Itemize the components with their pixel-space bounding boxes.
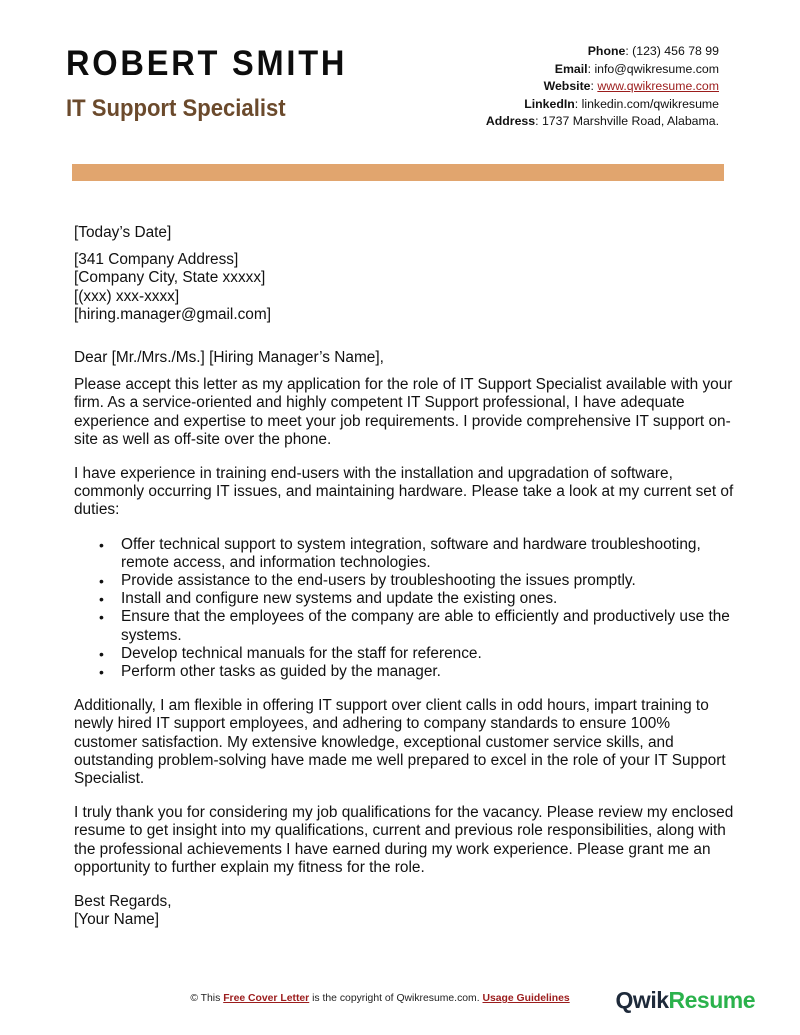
signature: [Your Name] — [74, 911, 159, 929]
contact-address: Address: 1737 Marshville Road, Alabama. — [485, 114, 719, 129]
paragraph-additional: Additionally, I am flexible in offering IT support over client calls in odd hours, impart training to newly hired IT support employees, and adhering to company standards to ensure 100% customer satisfaction. My extensive knowledge, exceptional customer service skills, and outstanding problem-solving have made me well prepared to excel in the role of your IT Support Specialist. — [74, 697, 726, 788]
contact-phone: Phone: (123) 456 78 99 — [587, 44, 719, 58]
list-item: • Offer technical support to system integration, software and hardware troubleshooting, remote access, and information technologies. — [121, 536, 734, 572]
recipient-line: [(xxx) xxx-xxxx] — [74, 287, 180, 305]
contact-linkedin: LinkedIn: linkedin.com/qwikresume — [524, 96, 719, 111]
job-title: IT Support Specialist — [66, 95, 286, 122]
letter-date: [Today’s Date] — [74, 224, 172, 241]
phone-label: Phone — [587, 44, 626, 58]
list-item: • Provide assistance to the end-users by troubleshooting the issues promptly. — [121, 572, 734, 590]
paragraph-thanks: I truly thank you for considering my job qualifications for the vacancy. Please review my enclosed resume to get insight into my qualifications, current and previous role responsibilities, along with the professional achievements I have earned during my work experience. Please grant me an opportunity to further explain my fitness for the role. — [74, 804, 734, 876]
footer-prefix: © This — [190, 993, 224, 1004]
footer-middle: is the copyright of Qwikresume.com. — [309, 993, 483, 1004]
list-item: • Ensure that the employees of the company are able to efficiently and productively use the systems. — [121, 608, 734, 644]
email-value: info@qwikresume.com — [594, 61, 719, 76]
contact-email: Email: info@qwikresume.com — [554, 61, 719, 76]
recipient-line: [Company City, State xxxxx] — [74, 269, 266, 287]
linkedin-value: linkedin.com/qwikresume — [581, 96, 719, 111]
address-label: Address — [485, 114, 536, 129]
website-link[interactable]: www.qwikresume.com — [597, 79, 719, 94]
letter-body — [74, 224, 734, 930]
website-label: Website — [543, 79, 591, 94]
salutation: Dear [Mr./Mrs./Ms.] [Hiring Manager’s Name], — [74, 349, 384, 367]
recipient-address — [74, 251, 734, 324]
email-label: Email — [554, 61, 588, 76]
linkedin-label: LinkedIn — [524, 96, 575, 111]
logo-qwik: Qwik — [615, 987, 669, 1013]
duties-list — [74, 536, 734, 682]
contact-website: Website: www.qwikresume.com — [543, 79, 719, 94]
accent-divider — [72, 164, 724, 181]
contact-block — [486, 43, 719, 131]
paragraph-intro: Please accept this letter as my application for the role of IT Support Specialist available with your firm. As a service-oriented and highly competent IT Support professional, I have adequate experience and expertise to meet your job requirements. I provide comprehensive IT support on-site as well as off-site over the phone. — [74, 376, 733, 448]
logo-resume: Resume — [668, 987, 755, 1013]
phone-value: (123) 456 78 99 — [632, 44, 719, 58]
paragraph-experience: I have experience in training end-users with the installation and upgradation of software, commonly occurring IT issues, and maintaining hardware. Please take a look at my current set of duties: — [74, 465, 734, 519]
usage-guidelines-link[interactable]: Usage Guidelines — [482, 993, 570, 1004]
applicant-name: ROBERT SMITH — [66, 44, 348, 83]
list-item: • Develop technical manuals for the staff for reference. — [121, 645, 734, 663]
recipient-line: [341 Company Address] — [74, 251, 239, 269]
qwikresume-logo[interactable] — [616, 987, 755, 1014]
list-item: • Perform other tasks as guided by the manager. — [121, 663, 734, 681]
closing: Best Regards, — [74, 893, 172, 911]
free-cover-letter-link[interactable]: Free Cover Letter — [223, 993, 310, 1004]
list-item: • Install and configure new systems and update the existing ones. — [121, 590, 734, 608]
recipient-line: [hiring.manager@gmail.com] — [74, 305, 271, 323]
address-value: 1737 Marshville Road, Alabama. — [541, 114, 719, 129]
